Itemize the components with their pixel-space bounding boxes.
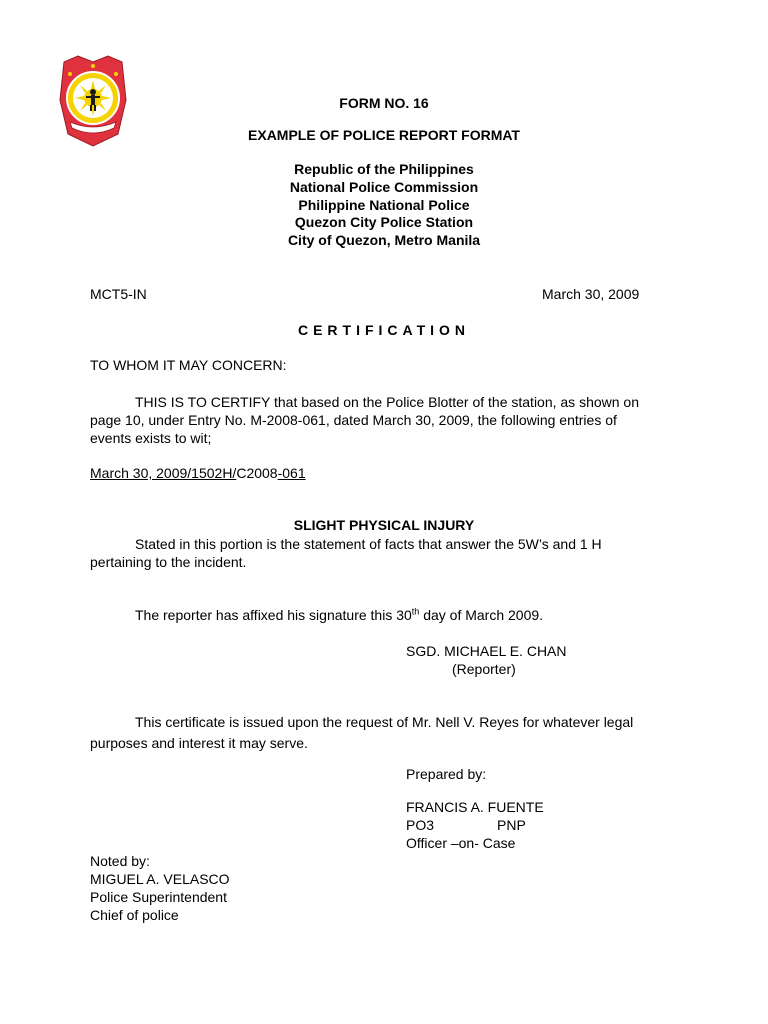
- noted-by-label: Noted by:: [90, 853, 150, 869]
- certify-line-3: events exists to wit;: [90, 430, 212, 446]
- form-number: FORM NO. 16: [339, 95, 429, 111]
- signature-statement-ordinal: th: [411, 606, 420, 617]
- certification-title: CERTIFICATION: [297, 322, 471, 338]
- request-line-1: This certificate is issued upon the request of Mr. Nell V. Reyes for whatever legal: [135, 714, 634, 730]
- header-line-2: National Police Commission: [289, 179, 479, 195]
- blotter-entry: [90, 465, 306, 481]
- request-paragraph: [90, 712, 680, 754]
- noted-by-position: Chief of police: [90, 907, 179, 923]
- incident-title: SLIGHT PHYSICAL INJURY: [293, 517, 475, 533]
- blotter-entry-number: -061: [277, 465, 306, 481]
- form-title: EXAMPLE OF POLICE REPORT FORMAT: [248, 127, 520, 143]
- request-line-2: purposes and interest it may serve.: [90, 735, 308, 751]
- header-line-1: Republic of the Philippines: [294, 161, 474, 177]
- preparer-name: FRANCIS A. FUENTE: [406, 799, 544, 815]
- incident-line-1: Stated in this portion is the statement of facts that answer the 5W’s and 1 H: [135, 536, 602, 552]
- signature-statement: [135, 607, 543, 623]
- signature-statement-text: The reporter has affixed his signature this 30: [135, 607, 412, 623]
- noted-by-title: Police Superintendent: [90, 889, 227, 905]
- preparer-unit: PNP: [497, 817, 526, 833]
- incident-paragraph: [90, 535, 680, 571]
- certify-paragraph: [90, 393, 680, 447]
- header-line-4: Quezon City Police Station: [294, 214, 474, 230]
- noted-by-name: MIGUEL A. VELASCO: [90, 871, 230, 887]
- incident-line-2: pertaining to the incident.: [90, 554, 247, 570]
- salutation: TO WHOM IT MAY CONCERN:: [90, 357, 287, 373]
- reporter-role: (Reporter): [452, 661, 516, 677]
- certify-line-1: THIS IS TO CERTIFY that based on the Police Blotter of the station, as shown on: [135, 394, 640, 410]
- document-date: March 30, 2009: [542, 286, 640, 302]
- header-line-3: Philippine National Police: [298, 197, 470, 213]
- certify-line-2: page 10, under Entry No. M-2008-061, dated March 30, 2009, the following entries of: [90, 412, 617, 428]
- signature-statement-rest: day of March 2009.: [419, 607, 544, 623]
- prepared-by-label: Prepared by:: [406, 766, 487, 782]
- blotter-entry-code: C2008: [236, 465, 278, 481]
- reporter-name: SGD. MICHAEL E. CHAN: [406, 643, 567, 659]
- blotter-entry-date-time: March 30, 2009/1502H/: [90, 465, 237, 481]
- reference-number: MCT5-IN: [90, 286, 147, 302]
- preparer-position: Officer –on- Case: [406, 835, 516, 851]
- preparer-rank: PO3: [406, 817, 435, 833]
- header-line-5: City of Quezon, Metro Manila: [287, 232, 481, 248]
